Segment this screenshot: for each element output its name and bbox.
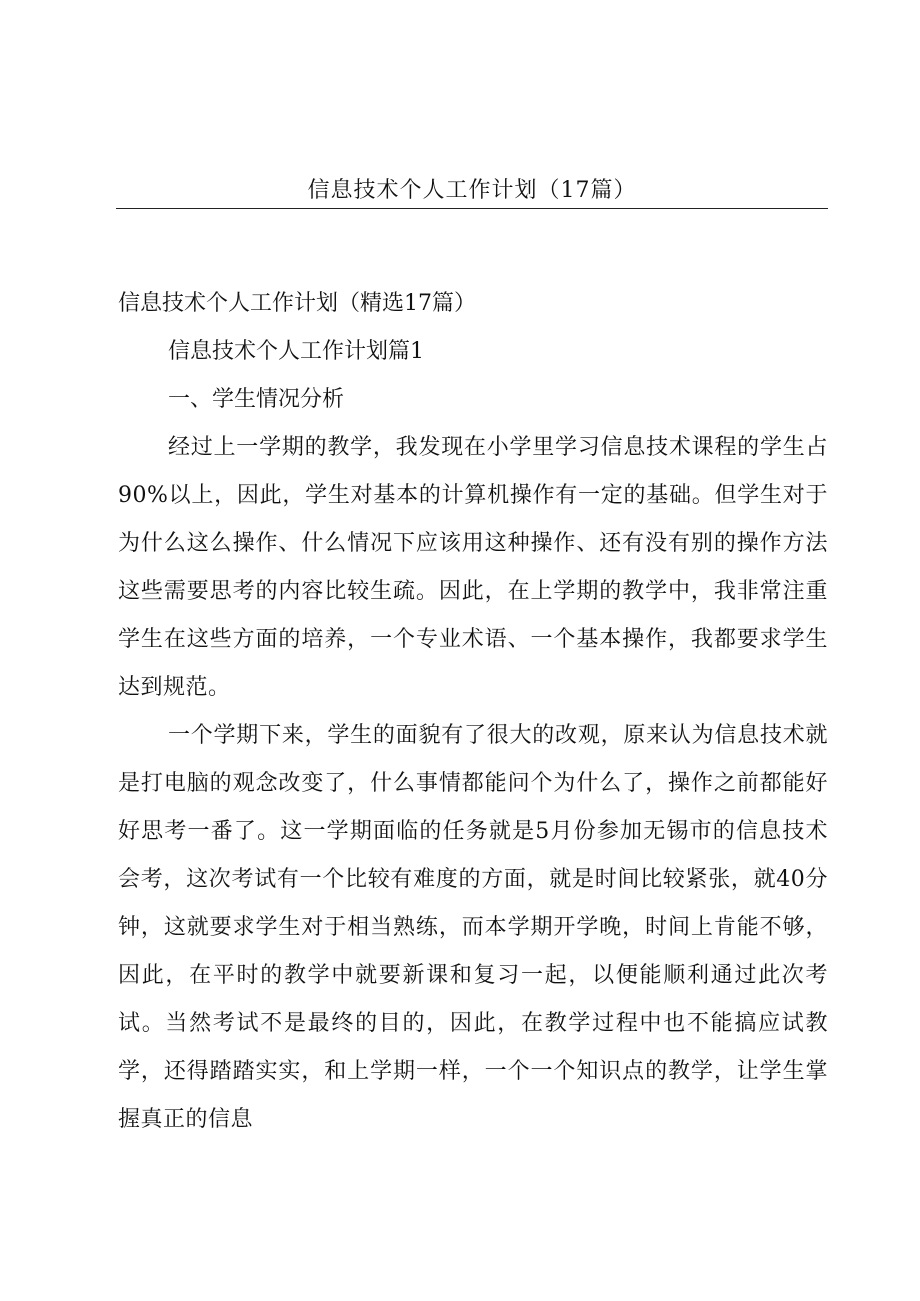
section-heading: 一、学生情况分析 [168,387,345,412]
document-body [118,280,828,1144]
section-title: 信息技术个人工作计划篇1 [168,339,424,364]
page-header-title: 信息技术个人工作计划（17篇） [307,178,637,203]
paragraph: 一个学期下来，学生的面貌有了很大的改观，原来认为信息技术就是打电脑的观念改变了，什么事情都能问个为什么了，操作之前都能好好思考一番了。这一学期面临的任务就是5月份参加无锡市的信息技术会考，这次考试有一个比较有难度的方面，就是时间比较紧张，就40分钟，这就要求学生对于相当熟练，而本学期开学晚，时间上肯能不够，因此，在平时的教学中就要新课和复习一起，以便能顺利通过此次考试。当然考试不是最终的目的，因此，在教学过程中也不能搞应试教学，还得踏踏实实，和上学期一样，一个一个知识点的教学，让学生掌握真正的信息 [118,723,828,1132]
header-divider [116,208,828,209]
paragraph: 经过上一学期的教学，我发现在小学里学习信息技术课程的学生占90%以上，因此，学生对基本的计算机操作有一定的基础。但学生对于为什么这么操作、什么情况下应该用这种操作、还有没有别的操作方法这些需要思考的内容比较生疏。因此，在上学期的教学中，我非常注重学生在这些方面的培养，一个专业术语、一个基本操作，我都要求学生达到规范。 [118,435,828,700]
document-subtitle: 信息技术个人工作计划（精选17篇） [118,291,476,316]
